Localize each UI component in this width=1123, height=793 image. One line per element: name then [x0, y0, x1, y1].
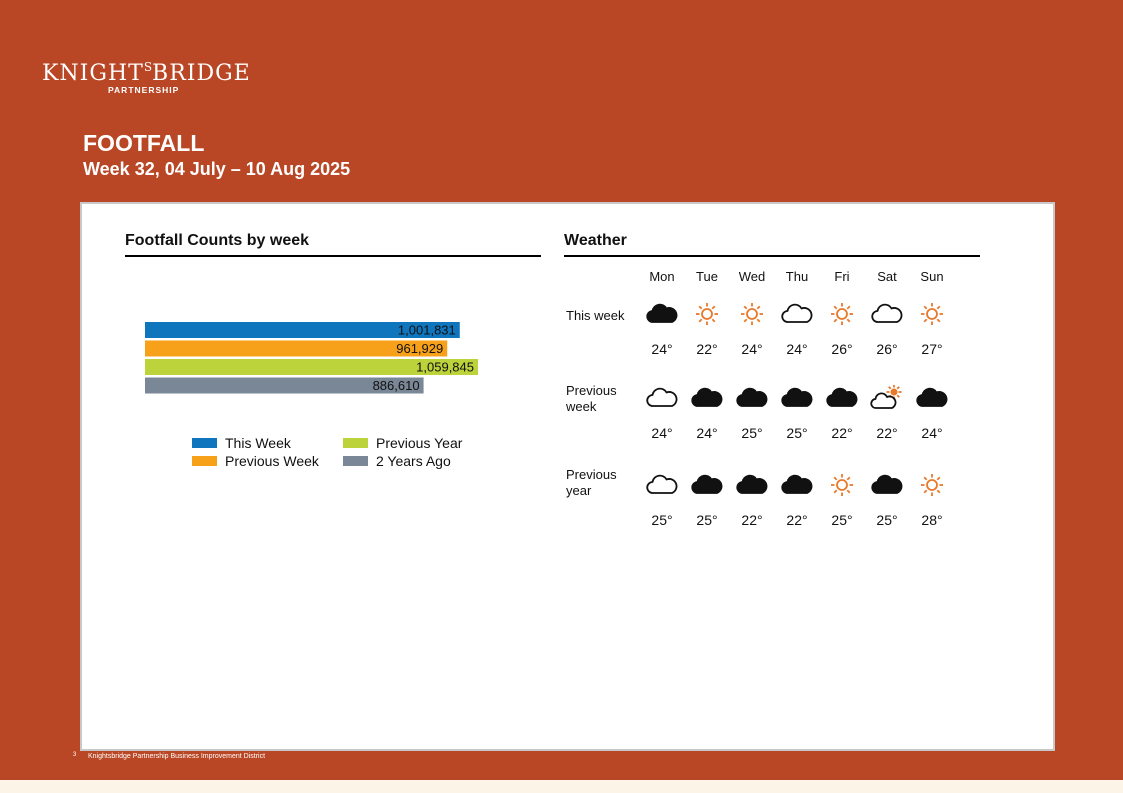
chart-title: Footfall Counts by week	[125, 232, 541, 257]
weather-day-tue: Tue	[696, 269, 718, 284]
weather-title: Weather	[564, 232, 980, 257]
legend-label: Previous Year	[376, 435, 463, 451]
sun-icon	[825, 472, 859, 498]
footer-text: Knightsbridge Partnership Business Improvement District	[88, 753, 266, 760]
page-number: 3	[73, 752, 77, 758]
weather-row-label: This week	[566, 308, 625, 323]
weather-day-sun: Sun	[920, 269, 944, 284]
weather-temp: 26°	[876, 341, 898, 357]
weather-temp: 25°	[831, 512, 853, 528]
weather-temp: 25°	[651, 512, 673, 528]
bar-value-label: 1,059,845	[416, 359, 474, 375]
cloud-filled-icon	[825, 385, 859, 411]
weather-day-mon: Mon	[649, 269, 675, 284]
legend-swatch	[192, 438, 217, 448]
weather-temp: 22°	[741, 512, 763, 528]
cloud-filled-icon	[735, 385, 769, 411]
page-title: FOOTFALL	[83, 130, 205, 156]
weather-section	[564, 204, 984, 544]
weather-temp: 25°	[696, 512, 718, 528]
brand-logo-wordmark: $KNIGHT^SBRIDGE$	[42, 60, 251, 86]
legend-label: 2 Years Ago	[376, 453, 451, 469]
weather-temp: 24°	[651, 341, 673, 357]
cloud-filled-icon	[690, 472, 724, 498]
sun-icon	[915, 472, 949, 498]
weather-row-label: Previous year	[566, 467, 617, 498]
bar-value-label: 886,610	[372, 378, 420, 393]
cloud-outline-icon	[780, 301, 814, 327]
weather-temp: 22°	[696, 341, 718, 357]
weather-temp: 24°	[786, 341, 808, 357]
cloud-filled-icon	[915, 385, 949, 411]
content-panel	[80, 202, 1055, 751]
weather-day-fri: Fri	[834, 269, 850, 284]
legend-label: This Week	[225, 435, 291, 451]
sun-cloud-icon	[870, 385, 904, 411]
weather-temp: 24°	[741, 341, 763, 357]
weather-temp: 22°	[876, 425, 898, 441]
weather-temp: 25°	[741, 425, 763, 441]
legend-label: Previous Week	[225, 453, 319, 469]
cloud-filled-icon	[735, 472, 769, 498]
legend-swatch	[343, 438, 368, 448]
weather-day-sat: Sat	[877, 269, 897, 284]
bar-value-label: 961,929	[396, 341, 444, 356]
weather-row-label: Previous week	[566, 383, 617, 414]
bottom-strip	[0, 780, 1123, 793]
cloud-filled-icon	[780, 385, 814, 411]
brand-logo-sub: PARTNERSHIP	[108, 85, 180, 95]
weather-day-wed: Wed	[738, 269, 766, 284]
page-subtitle: Week 32, 04 July – 10 Aug 2025	[83, 159, 351, 179]
sun-icon	[735, 301, 769, 327]
sun-icon	[915, 301, 949, 327]
weather-temp: 25°	[786, 425, 808, 441]
cloud-filled-icon	[645, 301, 679, 327]
sun-icon	[690, 301, 724, 327]
weather-temp: 22°	[831, 425, 853, 441]
weather-temp: 26°	[831, 341, 853, 357]
cloud-filled-icon	[690, 385, 724, 411]
weather-temp: 22°	[786, 512, 808, 528]
weather-temp: 27°	[921, 341, 943, 357]
cloud-filled-icon	[870, 472, 904, 498]
cloud-filled-icon	[780, 472, 814, 498]
cloud-outline-icon	[645, 472, 679, 498]
weather-temp: 24°	[921, 425, 943, 441]
legend-swatch	[192, 456, 217, 466]
cloud-outline-icon	[645, 385, 679, 411]
bar-value-label: 1,001,831	[397, 322, 456, 338]
brand-logo	[42, 60, 252, 100]
weather-temp: 24°	[696, 425, 718, 441]
sun-icon	[825, 301, 859, 327]
footfall-chart	[82, 204, 552, 504]
legend-swatch	[343, 456, 368, 466]
weather-temp: 24°	[651, 425, 673, 441]
weather-temp: 25°	[876, 512, 898, 528]
cloud-outline-icon	[870, 301, 904, 327]
weather-day-thu: Thu	[785, 269, 809, 284]
weather-temp: 28°	[921, 512, 943, 528]
